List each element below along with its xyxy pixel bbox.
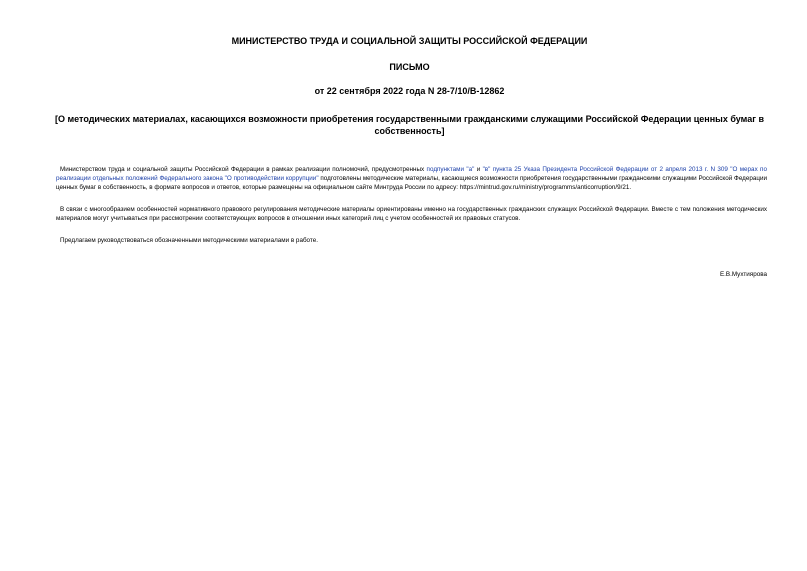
- paragraph-2-text: В связи с многообразием особенностей нормативного правового регулирования методические материалы ориентированы именно на государственных гражданских служащих Российской Федерации. Вместе с тем положения методических материалов могут учитываться при рассмотрении соответствующих вопросов в отношении иных категорий лиц с учетом особенностей их правовых статусов.: [56, 206, 767, 222]
- paragraph-3: [52, 236, 767, 245]
- document-body: [52, 165, 767, 279]
- document-date-number: от 22 сентября 2022 года N 28-7/10/В-12862: [314, 86, 505, 96]
- decree-link[interactable]: "в" пункта 25 Указа Президента Российской Федерации от 2 апреля 2013 г. N 309 "О мерах по реализации отдельных положений Федерального закона "О противодействии коррупции": [56, 166, 767, 182]
- paragraph-3-text: Предлагаем руководствоваться обозначенными методическими материалами в работе.: [60, 237, 318, 244]
- decree-subparagraph-a-link[interactable]: подпунктами "а": [426, 166, 475, 173]
- paragraph-1: [52, 165, 767, 192]
- signature: Е.В.Мухтиярова: [719, 271, 767, 278]
- paragraph-1-text-a: Министерством труда и социальной защиты Российской Федерации в рамках реализации полномочий, предусмотренных: [60, 166, 427, 173]
- paragraph-1-text-c: подготовлены методические материалы, касающиеся возможности приобретения государственными гражданскими служащими Российской Федерации ценных бумаг в собственность, в формате вопросов и ответов, которые размещены на официальном сайте Минтруда России по адресу: https://mintrud.gov.ru/ministry/programms/anticorruption/9/21.: [56, 175, 767, 191]
- document-subject: [О методических материалах, касающихся возможности приобретения государственными гражданскими служащими Российской Федерации ценных бумаг в собственность]: [54, 114, 765, 136]
- document-type: ПИСЬМО: [389, 62, 430, 72]
- paragraph-1-text-b: и: [474, 166, 483, 173]
- ministry-heading: МИНИСТЕРСТВО ТРУДА И СОЦИАЛЬНОЙ ЗАЩИТЫ РОССИЙСКОЙ ФЕДЕРАЦИИ: [231, 36, 588, 46]
- paragraph-2: [52, 205, 767, 223]
